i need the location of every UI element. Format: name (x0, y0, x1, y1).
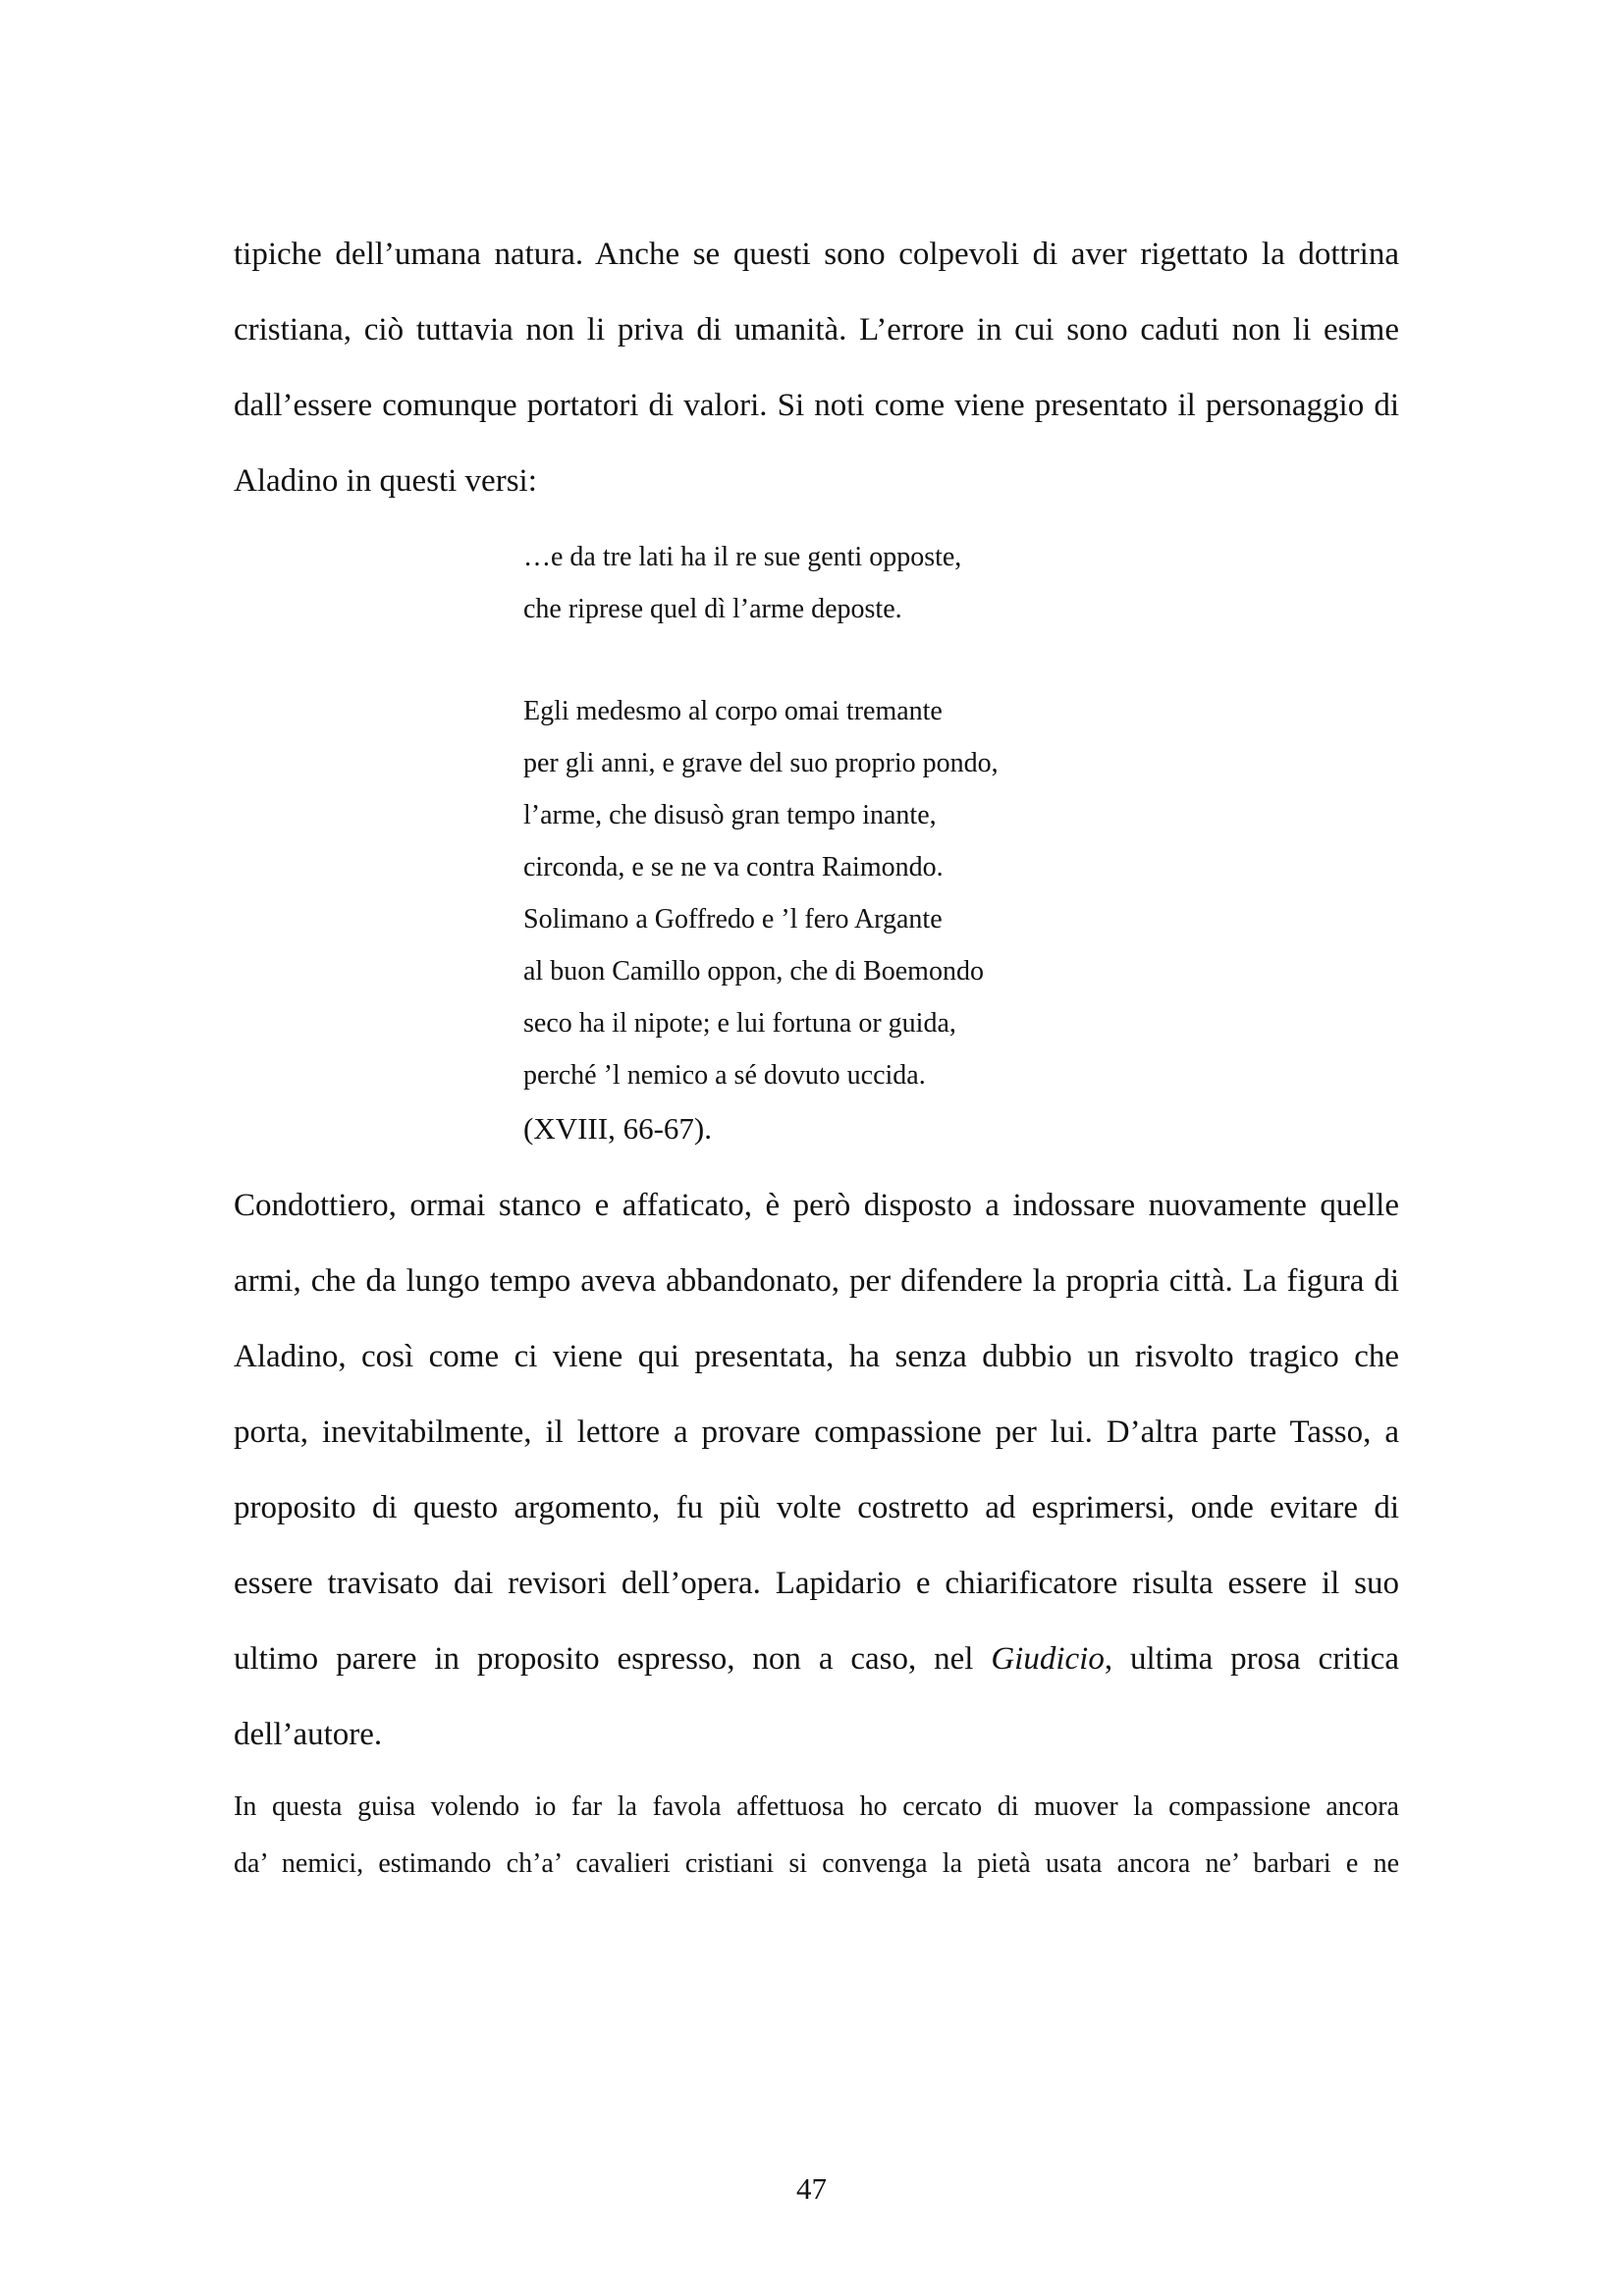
verse-line: al buon Camillo oppon, che di Boemondo (523, 956, 984, 987)
paragraph-line: Aladino in questi versi: (234, 463, 537, 499)
verse-reference: (XVIII, 66-67). (523, 1111, 712, 1146)
verse-line: per gli anni, e grave del suo proprio pondo, (523, 748, 999, 778)
verse-stanza-1 (523, 531, 1073, 635)
quotation-line: In questa guisa volendo io far la favola affettuosa ho cercato di muover la compassione ancora (234, 1791, 1399, 1822)
paragraph-line: porta, inevitabilmente, il lettore a provare compassione per lui. D’altra parte Tasso, a (234, 1415, 1399, 1450)
verse-line: circonda, e se ne va contra Raimondo. (523, 852, 944, 882)
work-title: Giudicio (991, 1641, 1105, 1677)
verse-stanza-2 (523, 685, 1073, 1156)
quotation-line: da’ nemici, estimando ch’a’ cavalieri cristiani si convenga la pietà usata ancora ne’ barbari e ne (234, 1848, 1399, 1879)
paragraph-line: essere travisato dai revisori dell’opera. Lapidario e chiarificatore risulta essere il suo (234, 1566, 1399, 1601)
paragraph-line: proposito di questo argomento, fu più volte costretto ad esprimersi, onde evitare di (234, 1490, 1399, 1525)
verse-line: Egli medesmo al corpo omai tremante (523, 696, 943, 726)
paragraph-line: tipiche dell’umana natura. Anche se questi sono colpevoli di aver rigettato la dottrina (234, 237, 1399, 272)
paragraph-line: dell’autore. (234, 1717, 383, 1752)
text-run: ultimo parere in proposito espresso, non a caso, nel (234, 1641, 992, 1677)
page-number: 47 (796, 2171, 827, 2206)
paragraph-line: Condottiero, ormai stanco e affaticato, è però disposto a indossare nuovamente quelle (234, 1188, 1399, 1223)
paragraph-line: cristiana, ciò tuttavia non li priva di umanità. L’errore in cui sono caduti non li esime (234, 312, 1399, 347)
paragraph-line-with-title (234, 1622, 1399, 1697)
verse-line: Solimano a Goffredo e ’l fero Argante (523, 904, 943, 934)
paragraph-analysis (234, 1168, 1399, 1773)
paragraph-line: dall’essere comunque portatori di valori. Si noti come viene presentato il personaggio di (234, 388, 1399, 423)
text-run: , ultima prosa critica (1104, 1641, 1399, 1677)
paragraph-line: armi, che da lungo tempo aveva abbandonato, per difendere la propria città. La figura di (234, 1263, 1399, 1299)
verse-line: che riprese quel dì l’arme deposte. (523, 594, 902, 624)
verse-line: l’arme, che disusò gran tempo inante, (523, 800, 937, 830)
verse-line: …e da tre lati ha il re sue genti opposte, (523, 542, 962, 572)
paragraph-intro (234, 217, 1399, 519)
verse-line: seco ha il nipote; e lui fortuna or guida, (523, 1008, 956, 1039)
block-quotation (234, 1779, 1399, 1893)
verse-line: perché ’l nemico a sé dovuto uccida. (523, 1060, 926, 1091)
paragraph-line: Aladino, così come ci viene qui presentata, ha senza dubbio un risvolto tragico che (234, 1339, 1399, 1374)
